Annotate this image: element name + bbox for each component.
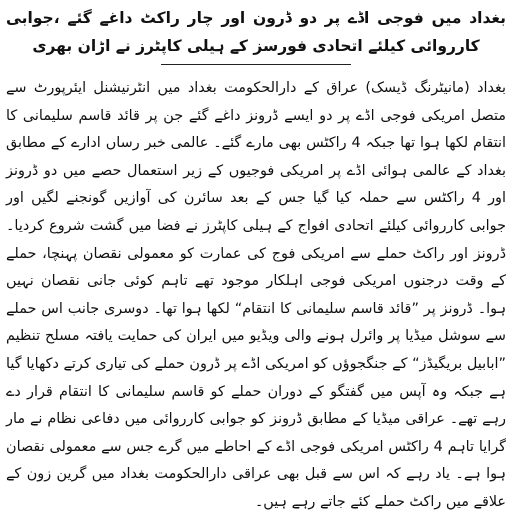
article-body: بغداد (مانیٹرنگ ڈیسک) عراق کے دارالحکومت بغداد میں انٹرنیشنل ایئرپورٹ سے متصل امریکی فوجی اڈے پر دو ایسے ڈرونز داغے گئے جن پر قائد قاسم سلیمانی کا انتقام لکھا ہوا تھا جبکہ 4 راکٹس بھی مارے گئے۔ عالمی خبر رساں ادارے کے مطابق بغداد کے عالمی ہوائی اڈے پر امریکی فوجیوں کے زیر استعمال حصے میں دو ڈرونز اور 4 راکٹس سے حملہ کیا گیا جس کے بعد سائرن کی آوازیں گونجنے لگیں اور جوابی کارروائی کیلئے اتحادی افواج کے ہیلی کاپٹرز نے فضا میں گشت شروع کردیا۔ ڈرونز اور راکٹ حملے سے امریکی فوج کی عمارت کو معمولی نقصان پہنچا، حملے کے وقت درجنوں امریکی فوجی اہلکار موجود تھے تاہم کوئی جانی نقصان نہیں ہوا۔ ڈرونز پر ”قائد قاسم سلیمانی کا انتقام“ لکھا ہوا تھا۔ دوسری جانب اس حملے سے سوشل میڈیا پر وائرل ہونے والی ویڈیو میں ایران کی حمایت یافتہ مسلح تنظیم ”ابابیل بریگیڈز“ کے جنگجوؤں کو امریکی اڈے پر ڈرون حملے کی تیاری کرتے دکھایا گیا ہے جبکہ وہ آپس میں گفتگو کے دوران حملے کو قاسم سلیمانی کا انتقام قرار دے رہے تھے۔ عراقی میڈیا کے مطابق ڈرونز کو جوابی کارروائی میں دفاعی نظام نے مار گرایا تاہم 4 راکٹس امریکی فوجی اڈے کے احاطے میں گرے جس سے معمولی نقصان ہوا ہے۔ یاد رہے کہ اس سے قبل بھی عراقی دارالحکومت بغداد میں گرین زون کے علاقے میں راکٹ حملے کئے جاتے رہے ہیں۔ xyxy=(6,80,506,510)
article-headline: بغداد میں فوجی اڈے پر دو ڈرون اور چار راکٹ داغے گئے ،جوابی کارروائی کیلئے اتحادی فورسز کے ہیلی کاپٹرز نے اڑان بھری xyxy=(6,9,506,55)
headline-divider xyxy=(161,64,351,65)
